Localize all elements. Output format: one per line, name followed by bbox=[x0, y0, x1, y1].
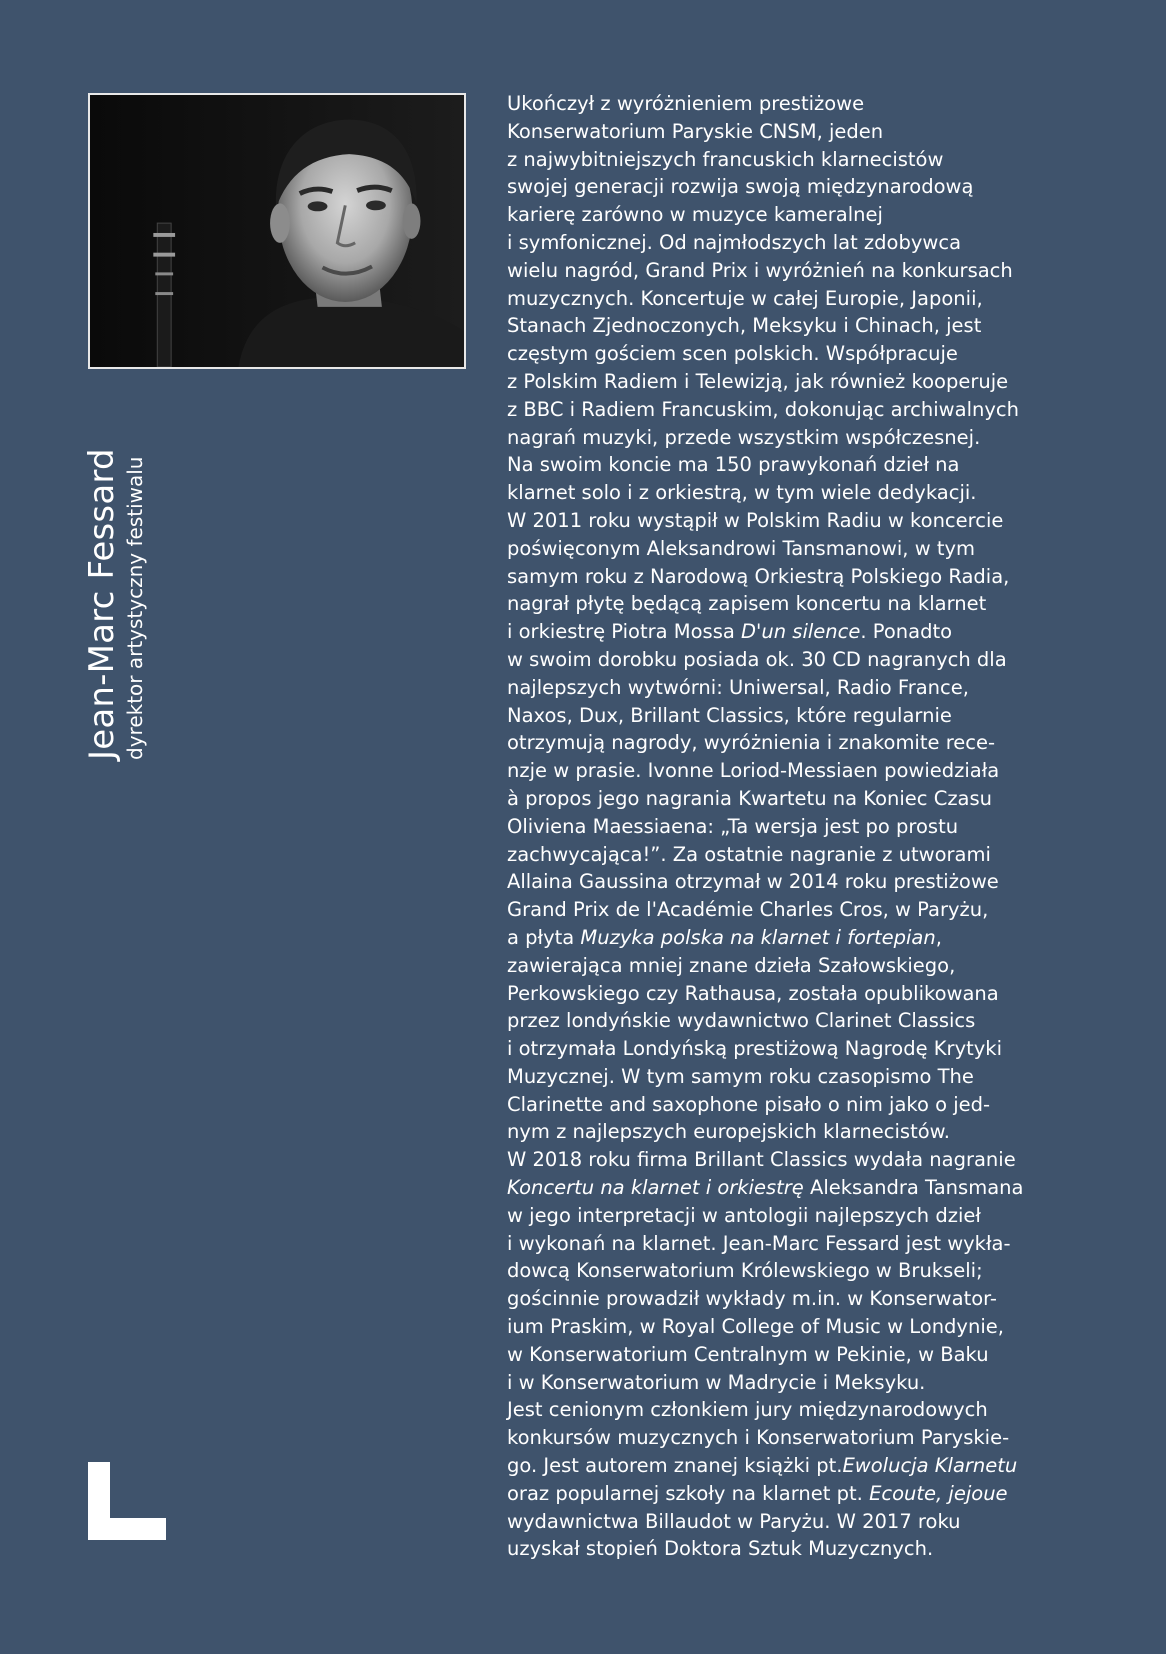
bio-text: Muzycznej. W tym samym roku czasopismo The bbox=[507, 1064, 974, 1088]
bio-line bbox=[507, 729, 1077, 757]
vertical-caption bbox=[82, 360, 164, 760]
bio-line bbox=[507, 90, 1077, 118]
bio-line bbox=[507, 1035, 1077, 1063]
bio-text: wydawnictwa Billaudot w Paryżu. W 2017 roku bbox=[507, 1509, 961, 1533]
bio-text: zawierająca mniej znane dzieła Szałowskiego, bbox=[507, 953, 956, 977]
bio-line bbox=[507, 1118, 1077, 1146]
bio-italic-text: Koncertu na klarnet i orkiestrę bbox=[507, 1176, 804, 1200]
bio-line bbox=[507, 590, 1077, 618]
bio-italic-text: Ecoute, jejoue bbox=[869, 1481, 1008, 1505]
bio-text: klarnet solo i z orkiestrą, w tym wiele dedykacji. bbox=[507, 481, 977, 505]
bio-text: W 2018 roku firma Brillant Classics wydała nagranie bbox=[507, 1148, 1016, 1172]
bio-text: dowcą Konserwatorium Królewskiego w Brukseli; bbox=[507, 1259, 983, 1283]
bio-text: W 2011 roku wystąpił w Polskim Radiu w koncercie bbox=[507, 508, 1004, 532]
bio-text: i wykonań na klarnet. Jean-Marc Fessard jest wykła- bbox=[507, 1231, 1011, 1255]
bio-line bbox=[507, 229, 1077, 257]
bio-text: z Polskim Radiem i Telewizją, jak również kooperuje bbox=[507, 369, 1009, 393]
bio-italic-text: Ewolucja Klarnetu bbox=[842, 1454, 1018, 1478]
bio-italic-text: Muzyka polska na klarnet i fortepian bbox=[580, 925, 936, 949]
bio-line bbox=[507, 757, 1077, 785]
bio-line bbox=[507, 952, 1077, 980]
bio-line bbox=[507, 146, 1077, 174]
bio-line bbox=[507, 118, 1077, 146]
bio-line bbox=[507, 479, 1077, 507]
bio-text: a płyta bbox=[507, 925, 581, 949]
bio-text: Grand Prix de l'Académie Charles Cros, w Paryżu, bbox=[507, 898, 989, 922]
bio-text: i orkiestrę Piotra Mossa bbox=[507, 620, 741, 644]
bio-text: konkursów muzycznych i Konserwatorium Paryskie- bbox=[507, 1426, 1010, 1450]
bio-text: otrzymują nagrody, wyróżnienia i znakomite rece- bbox=[507, 731, 996, 755]
bio-text: Naxos, Dux, Brillant Classics, które regularnie bbox=[507, 703, 952, 727]
bio-line bbox=[507, 868, 1077, 896]
bio-line bbox=[507, 1452, 1077, 1480]
biography-text bbox=[507, 90, 1077, 1563]
bio-text: Aleksandra Tansmana bbox=[803, 1176, 1024, 1200]
bio-line bbox=[507, 1202, 1077, 1230]
bio-line bbox=[507, 340, 1077, 368]
bio-line bbox=[507, 618, 1077, 646]
bio-text: oraz popularnej szkoły na klarnet pt. bbox=[507, 1481, 870, 1505]
bio-line bbox=[507, 1007, 1077, 1035]
bio-line bbox=[507, 173, 1077, 201]
bio-text: nagrań muzyki, przede wszystkim współczesnej. bbox=[507, 425, 981, 449]
bio-italic-text: D'un silence bbox=[741, 620, 861, 644]
portrait-image bbox=[90, 95, 464, 367]
bio-text: swojej generacji rozwija swoją międzynarodową bbox=[507, 175, 974, 199]
bio-line bbox=[507, 1508, 1077, 1536]
bio-line bbox=[507, 1313, 1077, 1341]
bio-text: Oliviena Maessiaena: „Ta wersja jest po prostu bbox=[507, 814, 959, 838]
bio-line bbox=[507, 507, 1077, 535]
bio-line bbox=[507, 451, 1077, 479]
bio-line bbox=[507, 980, 1077, 1008]
bio-line bbox=[507, 285, 1077, 313]
bio-line bbox=[507, 1480, 1077, 1508]
bio-text: go. Jest autorem znanej książki pt. bbox=[507, 1454, 843, 1478]
bio-line bbox=[507, 535, 1077, 563]
bio-text: w jego interpretacji w antologii najlepszych dzieł bbox=[507, 1203, 981, 1227]
bio-text: muzycznych. Koncertuje w całej Europie, Japonii, bbox=[507, 286, 983, 310]
l-logo-icon bbox=[88, 1462, 166, 1540]
bio-text: nagrał płytę będącą zapisem koncertu na klarnet bbox=[507, 592, 987, 616]
bio-text: gościnnie prowadził wykłady m.in. w Konserwator- bbox=[507, 1287, 997, 1311]
bio-line bbox=[507, 1396, 1077, 1424]
bio-text: Allaina Gaussina otrzymał w 2014 roku prestiżowe bbox=[507, 870, 999, 894]
bio-line bbox=[507, 896, 1077, 924]
bio-text: zachwycająca!”. Za ostatnie nagranie z utworami bbox=[507, 842, 991, 866]
bio-line bbox=[507, 1174, 1077, 1202]
bio-text: nym z najlepszych europejskich klarnecistów. bbox=[507, 1120, 950, 1144]
bio-line bbox=[507, 1146, 1077, 1174]
bio-line bbox=[507, 702, 1077, 730]
bio-line bbox=[507, 1091, 1077, 1119]
bio-text: Jest cenionym członkiem jury międzynarodowych bbox=[507, 1398, 988, 1422]
bio-text: z najwybitniejszych francuskich klarnecistów bbox=[507, 147, 944, 171]
bio-text: Konserwatorium Paryskie CNSM, jeden bbox=[507, 119, 884, 143]
bio-line bbox=[507, 785, 1077, 813]
bio-line bbox=[507, 1063, 1077, 1091]
bio-text: przez londyńskie wydawnictwo Clarinet Classics bbox=[507, 1009, 976, 1033]
bio-line bbox=[507, 563, 1077, 591]
bio-line bbox=[507, 646, 1077, 674]
bio-text: i w Konserwatorium w Madrycie i Meksyku. bbox=[507, 1370, 926, 1394]
bio-text: Ukończył z wyróżnieniem prestiżowe bbox=[507, 92, 865, 115]
bio-text: Perkowskiego czy Rathausa, została opublikowana bbox=[507, 981, 999, 1005]
bio-text: Na swoim koncie ma 150 prawykonań dzieł na bbox=[507, 453, 960, 477]
bio-text: najlepszych wytwórni: Uniwersal, Radio France, bbox=[507, 675, 969, 699]
bio-text: poświęconym Aleksandrowi Tansmanowi, w tym bbox=[507, 536, 976, 560]
bio-line bbox=[507, 924, 1077, 952]
bio-text: samym roku z Narodową Orkiestrą Polskiego Radia, bbox=[507, 564, 1010, 588]
bio-line bbox=[507, 1230, 1077, 1258]
bio-text: nzje w prasie. Ivonne Loriod-Messiaen powiedziała bbox=[507, 759, 1000, 783]
bio-text: uzyskał stopień Doktora Sztuk Muzycznych. bbox=[507, 1537, 934, 1561]
bio-text: , bbox=[935, 925, 942, 949]
portrait-photo bbox=[88, 93, 466, 369]
bio-line bbox=[507, 1285, 1077, 1313]
bio-line bbox=[507, 424, 1077, 452]
bio-line bbox=[507, 674, 1077, 702]
bio-text: ium Praskim, w Royal College of Music w Londynie, bbox=[507, 1315, 1004, 1339]
person-role: dyrektor artystyczny festiwalu bbox=[123, 456, 147, 760]
bio-line bbox=[507, 201, 1077, 229]
bio-text: w swoim dorobku posiada ok. 30 CD nagranych dla bbox=[507, 647, 1007, 671]
bio-line bbox=[507, 1369, 1077, 1397]
bio-line bbox=[507, 813, 1077, 841]
person-name: Jean-Marc Fessard bbox=[82, 448, 122, 760]
bio-line bbox=[507, 1535, 1077, 1563]
bio-line bbox=[507, 396, 1077, 424]
bio-text: częstym gościem scen polskich. Współpracuje bbox=[507, 342, 958, 366]
bio-text: . Ponadto bbox=[860, 620, 953, 644]
bio-text: z BBC i Radiem Francuskim, dokonując archiwalnych bbox=[507, 397, 1019, 421]
bio-line bbox=[507, 841, 1077, 869]
bio-text: à propos jego nagrania Kwartetu na Koniec Czasu bbox=[507, 786, 993, 810]
bio-line bbox=[507, 257, 1077, 285]
bio-text: Clarinette and saxophone pisało o nim jako o jed- bbox=[507, 1092, 991, 1116]
bio-text: karierę zarówno w muzyce kameralnej bbox=[507, 203, 883, 227]
bio-text: w Konserwatorium Centralnym w Pekinie, w Baku bbox=[507, 1342, 989, 1366]
bio-line bbox=[507, 1424, 1077, 1452]
bio-line bbox=[507, 368, 1077, 396]
bio-text: wielu nagród, Grand Prix i wyróżnień na konkursach bbox=[507, 258, 1013, 282]
bio-text: i symfonicznej. Od najmłodszych lat zdobywca bbox=[507, 230, 962, 254]
bio-text: i otrzymała Londyńską prestiżową Nagrodę Krytyki bbox=[507, 1037, 1003, 1061]
bio-line bbox=[507, 312, 1077, 340]
bio-line bbox=[507, 1341, 1077, 1369]
bio-text: Stanach Zjednoczonych, Meksyku i Chinach, jest bbox=[507, 314, 982, 338]
bio-line bbox=[507, 1257, 1077, 1285]
